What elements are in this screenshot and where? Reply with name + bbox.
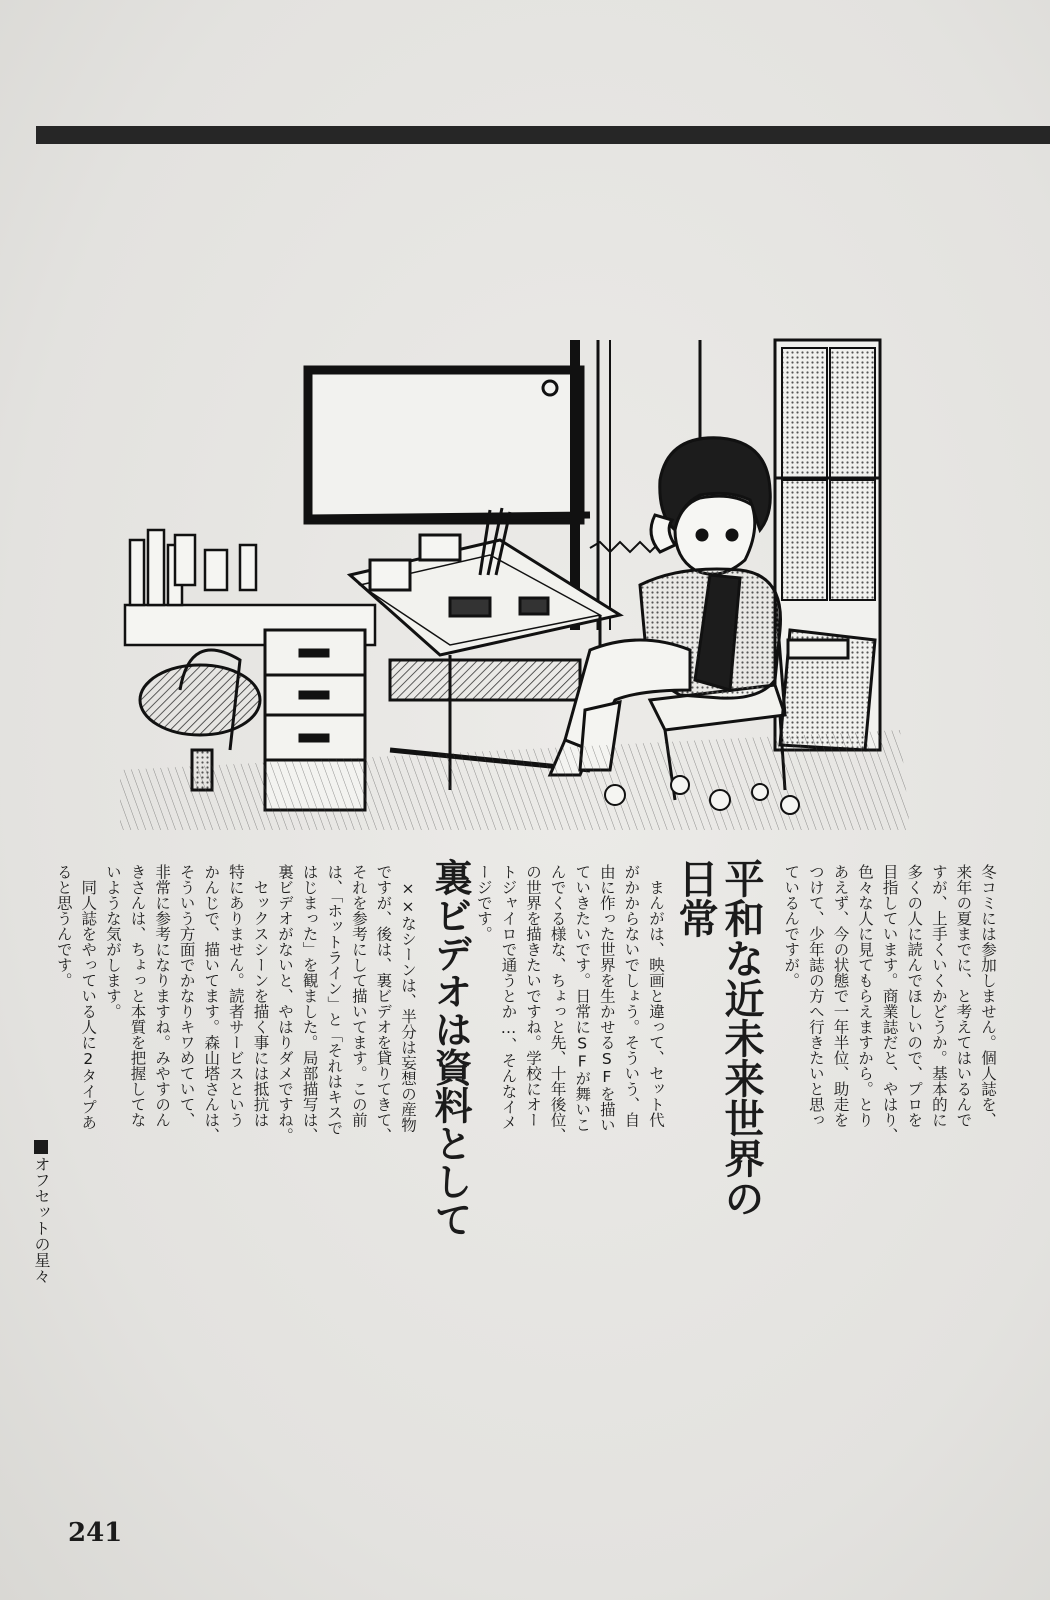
text-line: 特にありません。読者サービスという	[226, 864, 245, 1128]
intro-paragraph	[779, 864, 1000, 1294]
text-line: きさんは、ちょっと本質を把握してな	[128, 864, 147, 1128]
floor	[120, 730, 910, 830]
text-line: ると思うんです。	[54, 864, 73, 988]
text-line: いような気がします。	[103, 864, 122, 1019]
text-line: は、「ホットライン」と「それはキスで	[325, 864, 344, 1136]
heading-line: 平和な近未来世界の	[718, 858, 765, 1218]
bag	[780, 630, 875, 750]
text-line: 目指しています。商業誌だと、やはり、	[880, 864, 899, 1143]
text-line: かんじで、描いてます。森山塔さんは、	[202, 864, 221, 1143]
heading-line: 裏ビデオは資料として	[428, 858, 473, 1238]
text-line: 冬コミには参加しません。個人誌を、	[979, 864, 997, 1128]
text-line: はじまった」を観ました。局部描写は、	[300, 864, 319, 1143]
text-line: 同人誌をやっている人に2タイプあ	[79, 864, 98, 1130]
section-label	[32, 1140, 50, 1284]
heading-line: 日常	[672, 858, 719, 938]
text-line: それを参考にして描いてます。この前	[349, 864, 368, 1128]
text-line: ているんですが。	[782, 864, 801, 988]
square-bullet-icon	[34, 1140, 48, 1154]
text-line: 多くの人に読んでほしいので、プロを	[905, 864, 924, 1128]
text-line: あえず、今の状態で一年半位、助走を	[831, 864, 850, 1128]
text-line: の世界を描きたいですね。学校にオー	[524, 864, 543, 1128]
section-label-text: オフセットの星々	[32, 1156, 51, 1284]
text-line: トジャイロで通うとか…、そんなイメ	[499, 864, 518, 1130]
top-rule	[36, 126, 1050, 144]
heading-peaceful-future	[672, 858, 764, 1288]
text-line: んでくる様な、ちょっと先、十年後位、	[548, 864, 567, 1143]
text-line: 来年の夏までに、と考えてはいるんで	[954, 864, 973, 1128]
section1-paragraph	[471, 864, 668, 1294]
text-line: 非常に参考になりますね。みやすのん	[153, 864, 172, 1128]
text-line: 色々な人に見てもらえますから。とり	[856, 864, 875, 1128]
text-line: そういう方面でかなりキワめていて、	[177, 864, 196, 1128]
text-line: つけて、少年誌の方へ行きたいと思っ	[806, 864, 825, 1128]
text-line: がかからないでしょう。そういう、自	[622, 864, 641, 1128]
text-line: ですが、後は、裏ビデオを貸りてきて、	[374, 864, 393, 1143]
text-line: ××なシーンは、半分は妄想の産物	[399, 864, 417, 1133]
text-line: すが、上手くいくかどうか。基本的に	[929, 864, 948, 1128]
page-number: 241	[68, 1518, 123, 1548]
text-line: まんがは、映画と違って、セット代	[647, 864, 665, 1128]
text-line: ージです。	[474, 864, 493, 942]
text-line: ていきたいです。日常にSFが舞いこ	[573, 864, 592, 1133]
text-line: 由に作った世界を生かせるSFを描い	[597, 864, 616, 1133]
text-line: 裏ビデオがないと、やはりダメですね。	[276, 864, 295, 1143]
text-line: セックスシーンを描く事には抵抗は	[251, 864, 270, 1128]
heading-video-reference	[428, 858, 472, 1298]
manga-illustration	[120, 330, 910, 830]
section2-paragraph	[51, 864, 420, 1294]
shelf	[125, 530, 375, 645]
